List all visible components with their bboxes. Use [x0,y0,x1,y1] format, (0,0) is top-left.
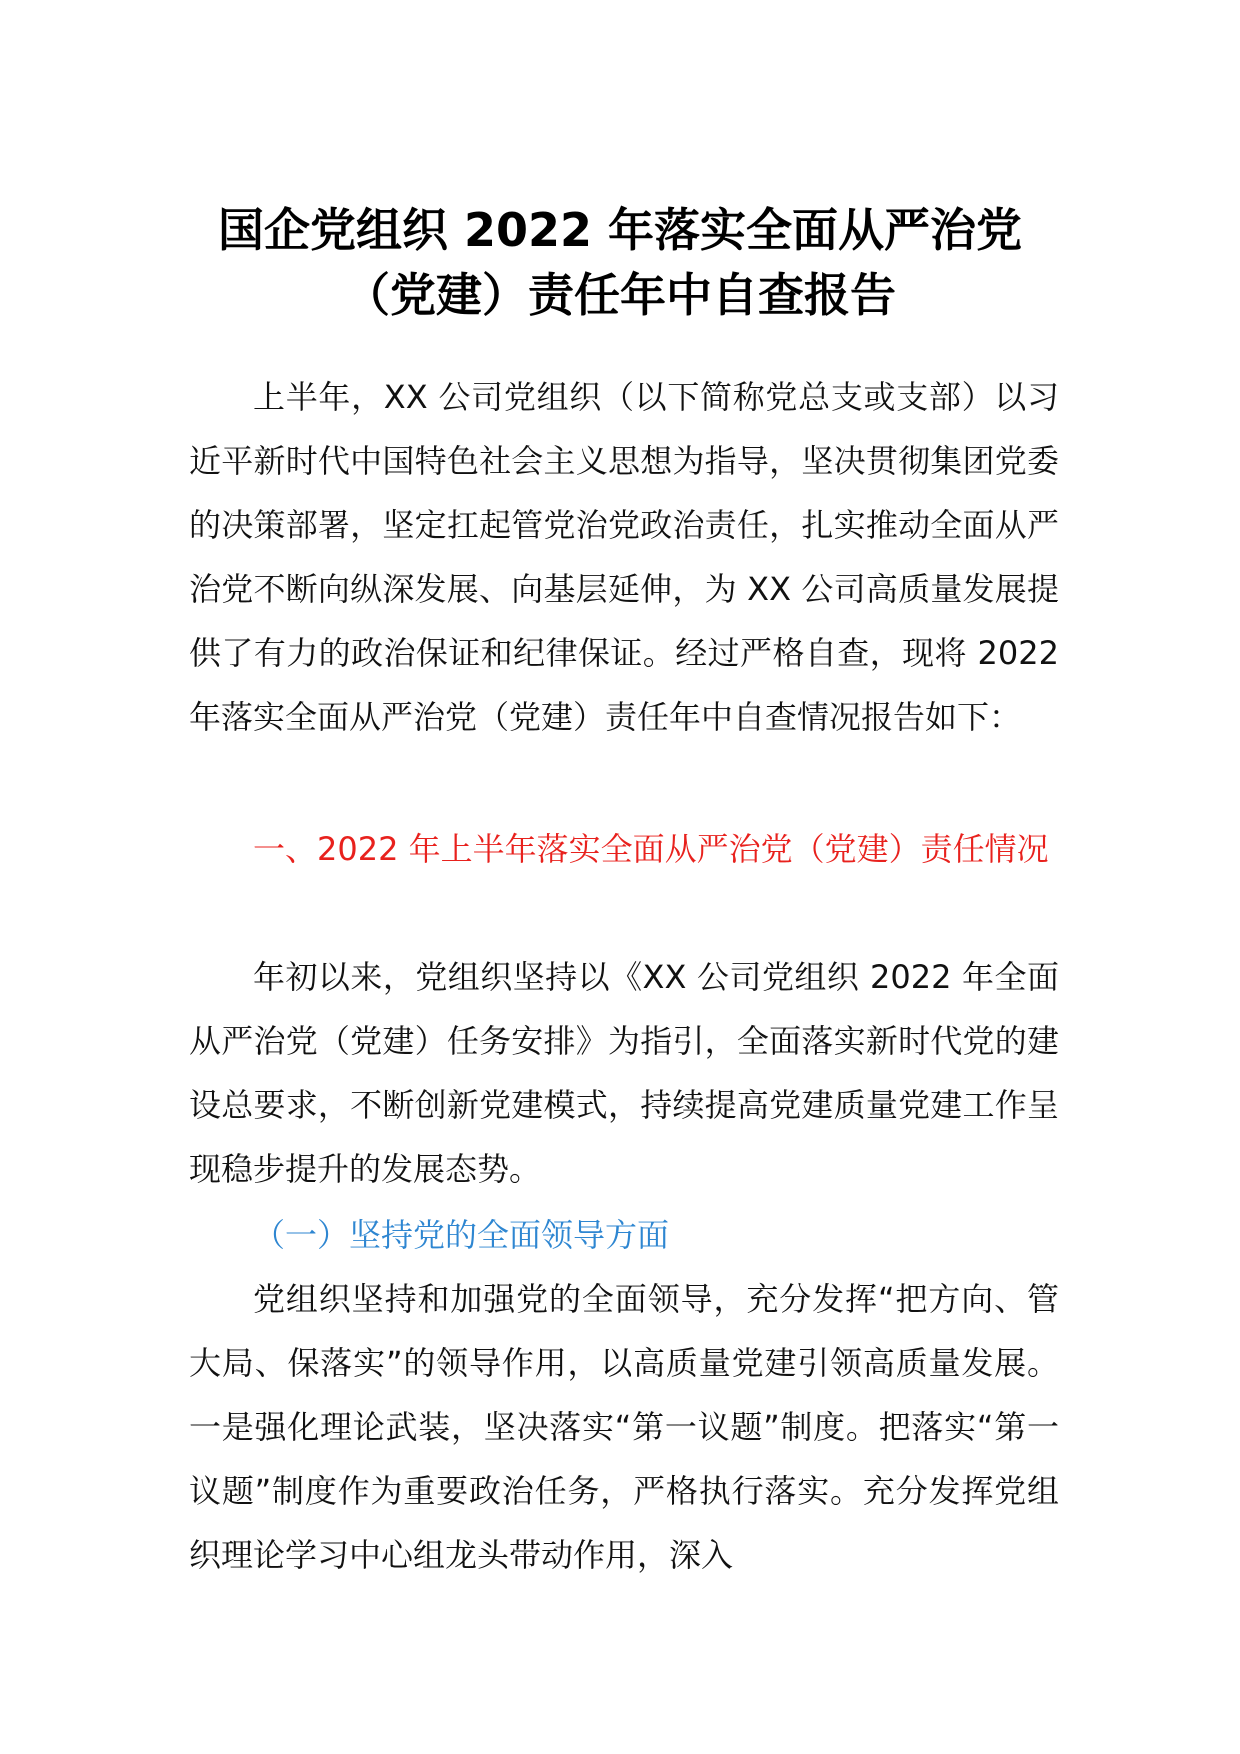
section-heading-1-text: 一、2022 年上半年落实全面从严治党（党建）责任情况 [253,830,1049,868]
subsection-1-paragraph [189,1267,1059,1587]
document-title-line-2: （党建）责任年中自查报告 [344,268,896,322]
intro-paragraph [189,365,1059,749]
section-heading-1 [189,817,1059,881]
document-title-line-1: 国企党组织 2022 年落实全面从严治党 [217,203,1023,257]
intro-paragraph-text: 上半年，XX 公司党组织（以下简称党总支或支部）以习近平新时代中国特色社会主义思想为指导，坚决贯彻集团党委的决策部署，坚定扛起管党治党政治责任，扎实推动全面从严治党不断向纵深发展、向基层延伸，为 XX 公司高质量发展提供了有力的政治保证和纪律保证。经过严格自查，现将 2022 年落实全面从严治党（党建）责任年中自查情况报告如下： [189,378,1059,736]
subsection-heading-1 [189,1203,1059,1267]
subsection-1-paragraph-text: 党组织坚持和加强党的全面领导，充分发挥“把方向、管大局、保落实”的领导作用，以高质量党建引领高质量发展。一是强化理论武装，坚决落实“第一议题”制度。把落实“第一议题”制度作为重要政治任务，严格执行落实。充分发挥党组织理论学习中心组龙头带动作用，深入 [189,1280,1059,1574]
subsection-heading-1-text: （一）坚持党的全面领导方面 [253,1216,670,1254]
section-1-paragraph [189,945,1059,1201]
section-1-paragraph-text: 年初以来，党组织坚持以《XX 公司党组织 2022 年全面从严治党（党建）任务安排》为指引，全面落实新时代党的建设总要求，不断创新党建模式，持续提高党建质量党建工作呈现稳步提升的发展态势。 [189,958,1059,1188]
